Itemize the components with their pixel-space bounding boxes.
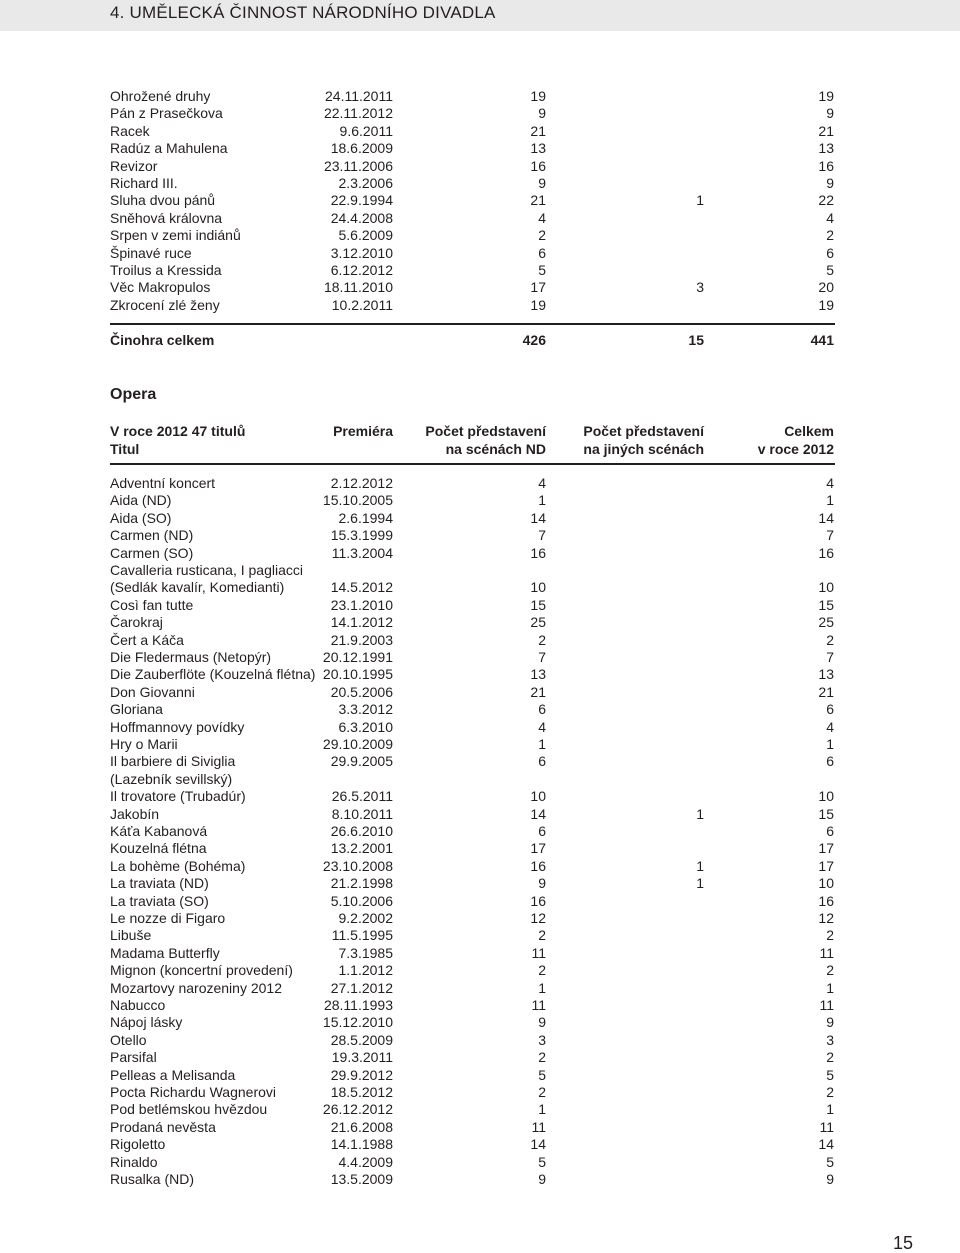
table-row (0, 227, 960, 244)
table-row (0, 806, 960, 823)
table-row (0, 88, 960, 105)
row-title: Káťa Kabanová (110, 823, 208, 839)
row-date: 14.1.1988 (330, 1136, 393, 1153)
row-date: 14.5.2012 (330, 579, 393, 596)
drama-summary-label: Činohra celkem (110, 332, 215, 348)
row-title: Revizor (110, 157, 158, 174)
table-row (0, 632, 960, 649)
row-total: 25 (818, 614, 834, 631)
row-total: 11 (819, 944, 834, 961)
table-row (0, 175, 960, 192)
row-nd-count: 7 (538, 527, 546, 544)
row-nd-count: 17 (530, 840, 546, 857)
opera-header-rule (110, 463, 835, 465)
table-row (0, 105, 960, 122)
table-row (0, 893, 960, 910)
row-date: 1.1.2012 (338, 962, 393, 979)
opera-header-total-line1: Celkem (784, 423, 834, 439)
row-title: Carmen (ND) (110, 527, 194, 544)
row-date: 23.10.2008 (322, 857, 393, 874)
row-date: 29.9.2012 (330, 1066, 393, 1083)
opera-header-other-line1: Počet představení (583, 423, 704, 439)
row-date: 21.9.2003 (330, 631, 393, 648)
table-row (0, 736, 960, 753)
row-date: 23.1.2010 (330, 596, 393, 613)
row-nd-count: 1 (538, 492, 546, 509)
row-title: Čert a Káča (110, 631, 184, 648)
row-date: 22.9.1994 (330, 192, 393, 209)
table-row (0, 1014, 960, 1031)
row-title: Sněhová královna (110, 209, 223, 226)
row-nd-count: 10 (530, 579, 546, 596)
row-total: 2 (826, 631, 834, 648)
opera-header-nd-line1: Počet představení (425, 423, 546, 439)
table-row (0, 1171, 960, 1188)
row-total: 2 (826, 1049, 834, 1066)
row-date: 7.3.1985 (338, 944, 393, 961)
row-date: 15.10.2005 (322, 492, 393, 509)
row-title: Gloriana (110, 701, 163, 718)
row-date: 28.5.2009 (330, 1031, 393, 1048)
row-nd-count: 5 (538, 262, 546, 278)
table-row (0, 192, 960, 209)
row-date: 22.11.2012 (323, 105, 393, 122)
row-other-count: 3 (696, 279, 704, 296)
row-total: 17 (818, 857, 834, 874)
row-title: Zkrocení zlé ženy (110, 296, 220, 313)
row-total: 9 (826, 1171, 834, 1187)
row-nd-count: 14 (530, 805, 546, 822)
row-nd-count: 6 (538, 244, 546, 261)
row-title: Parsifal (110, 1049, 157, 1066)
row-other-count: 1 (696, 805, 704, 822)
row-date: 26.5.2011 (331, 788, 393, 805)
row-nd-count: 1 (538, 1101, 546, 1118)
table-row (0, 262, 960, 279)
row-nd-count: 14 (530, 1136, 546, 1153)
table-row (0, 597, 960, 614)
row-nd-count: 16 (530, 544, 546, 561)
row-total: 6 (826, 701, 834, 718)
row-total: 11 (819, 1118, 834, 1135)
row-date: 2.3.2006 (338, 175, 393, 191)
row-title: La traviata (SO) (110, 892, 209, 909)
row-total: 16 (818, 157, 834, 174)
row-date: 15.12.2010 (322, 1014, 393, 1031)
table-row (0, 823, 960, 840)
table-row (0, 858, 960, 875)
row-total: 10 (818, 788, 834, 805)
row-title: Die Zauberflöte (Kouzelná flétna) (110, 666, 316, 683)
row-date: 24.4.2008 (330, 209, 393, 226)
row-total: 7 (826, 527, 834, 544)
table-row (0, 123, 960, 140)
row-date: 9.2.2002 (338, 910, 393, 926)
row-title: Čarokraj (110, 614, 163, 631)
table-row (0, 475, 960, 492)
row-title: Mignon (koncertní provedení) (110, 962, 293, 979)
row-nd-count: 16 (530, 157, 546, 174)
row-total: 9 (826, 175, 834, 191)
table-row (0, 649, 960, 666)
row-total: 16 (818, 544, 834, 561)
row-total: 9 (826, 105, 834, 122)
table-row (0, 527, 960, 544)
row-total: 15 (818, 596, 834, 613)
row-title: Otello (110, 1031, 147, 1048)
table-row (0, 1136, 960, 1153)
table-row (0, 492, 960, 509)
row-nd-count: 11 (531, 997, 546, 1013)
row-total: 7 (826, 649, 834, 665)
table-row (0, 997, 960, 1014)
opera-section-title: Opera (110, 386, 157, 403)
row-total: 14 (818, 509, 834, 526)
row-nd-count: 9 (538, 105, 546, 122)
row-date: 13.2.2001 (330, 840, 393, 857)
row-title: Carmen (SO) (110, 544, 194, 561)
drama-summary-nd: 426 (522, 332, 546, 348)
row-title: Il trovatore (Trubadúr) (110, 788, 246, 805)
row-total: 9 (826, 1014, 834, 1031)
row-date: 23.11.2006 (323, 157, 393, 174)
row-nd-count: 1 (538, 979, 546, 996)
row-date: 26.6.2010 (330, 823, 393, 839)
row-date: 20.10.1995 (322, 666, 393, 683)
table-row (0, 719, 960, 736)
row-nd-count: 2 (538, 1049, 546, 1066)
row-nd-count: 6 (538, 823, 546, 839)
row-total: 6 (826, 244, 834, 261)
table-row (0, 158, 960, 175)
row-title: Il barbiere di Siviglia (110, 753, 236, 770)
table-row (0, 962, 960, 979)
row-date: 5.6.2009 (338, 227, 393, 244)
row-nd-count: 16 (530, 857, 546, 874)
drama-summary-other: 15 (688, 332, 704, 348)
row-title: La traviata (ND) (110, 875, 209, 892)
page-number: 15 (893, 1233, 914, 1253)
row-title: Prodaná nevěsta (110, 1118, 216, 1135)
table-row (0, 875, 960, 892)
opera-header-other-line2: na jiných scénách (583, 441, 704, 457)
row-total: 13 (818, 140, 834, 157)
table-row (0, 840, 960, 857)
table-row (0, 614, 960, 631)
row-title: Hry o Marii (110, 736, 178, 752)
row-title: Aida (ND) (110, 492, 172, 509)
row-title: Rigoletto (110, 1136, 166, 1153)
row-date: 28.11.1993 (323, 997, 393, 1013)
row-nd-count: 9 (538, 875, 546, 892)
row-nd-count: 13 (530, 666, 546, 683)
row-title: Cavalleria rusticana, I pagliacci (110, 562, 303, 578)
row-nd-count: 13 (530, 140, 546, 157)
row-title: Ohrožené druhy (110, 88, 211, 104)
row-date: 14.1.2012 (330, 614, 393, 631)
row-nd-count: 2 (538, 227, 546, 244)
table-row (0, 945, 960, 962)
row-total: 2 (826, 962, 834, 979)
row-total: 5 (826, 262, 834, 278)
table-row (0, 1119, 960, 1136)
row-nd-count: 6 (538, 701, 546, 718)
row-total: 16 (818, 892, 834, 909)
table-row (0, 210, 960, 227)
row-total: 6 (826, 753, 834, 770)
row-title: Adventní koncert (110, 475, 216, 491)
row-date: 11.3.2004 (331, 544, 393, 561)
row-date: 13.5.2009 (330, 1171, 393, 1187)
table-row (0, 980, 960, 997)
row-title: Hoffmannovy povídky (110, 718, 245, 735)
row-title: Rinaldo (110, 1153, 158, 1170)
table-row (0, 297, 960, 314)
row-title: Troilus a Kressida (110, 262, 222, 278)
row-nd-count: 19 (530, 296, 546, 313)
row-nd-count: 25 (530, 614, 546, 631)
row-date: 6.3.2010 (338, 718, 393, 735)
row-total: 17 (818, 840, 834, 857)
row-total: 15 (818, 805, 834, 822)
row-nd-count: 2 (538, 1084, 546, 1100)
row-total: 2 (826, 1084, 834, 1100)
row-nd-count: 2 (538, 927, 546, 944)
row-nd-count: 7 (538, 649, 546, 665)
table-row (0, 1154, 960, 1171)
row-nd-count: 16 (530, 892, 546, 909)
row-date: 29.10.2009 (322, 736, 393, 752)
row-date: 9.6.2011 (339, 122, 393, 139)
table-row (0, 279, 960, 296)
row-total: 5 (826, 1153, 834, 1170)
row-date: 29.9.2005 (330, 753, 393, 770)
row-other-count: 1 (696, 857, 704, 874)
row-nd-count: 4 (538, 475, 546, 491)
row-date: 18.11.2010 (323, 279, 393, 296)
row-nd-count: 14 (530, 509, 546, 526)
row-nd-count: 11 (531, 944, 546, 961)
row-nd-count: 4 (538, 718, 546, 735)
drama-summary-row (0, 332, 960, 349)
row-total: 1 (826, 1101, 834, 1118)
opera-header-count: V roce 2012 47 titulů (110, 423, 246, 439)
row-title: (Lazebník sevillský) (110, 770, 233, 787)
row-date: 20.5.2006 (330, 683, 393, 700)
row-total: 1 (826, 979, 834, 996)
row-date: 2.6.1994 (338, 509, 393, 526)
row-date: 6.12.2012 (330, 262, 393, 278)
row-total: 19 (818, 88, 834, 104)
row-date: 10.2.2011 (331, 296, 393, 313)
row-title: Pán z Prasečkova (110, 105, 223, 122)
row-nd-count: 2 (538, 962, 546, 979)
row-title: Srpen v zemi indiánů (110, 227, 241, 244)
row-date: 15.3.1999 (330, 527, 393, 544)
row-total: 6 (826, 823, 834, 839)
row-nd-count: 4 (538, 209, 546, 226)
row-total: 1 (826, 492, 834, 509)
row-title: Nabucco (110, 997, 166, 1013)
row-date: 8.10.2011 (331, 805, 393, 822)
table-row (0, 753, 960, 770)
row-date: 18.6.2009 (330, 140, 393, 157)
row-nd-count: 5 (538, 1153, 546, 1170)
row-title: Rusalka (ND) (110, 1171, 195, 1187)
table-row (0, 140, 960, 157)
row-title: Sluha dvou pánů (110, 192, 216, 209)
table-row (0, 1067, 960, 1084)
row-title: Mozartovy narozeniny 2012 (110, 979, 282, 996)
row-nd-count: 10 (530, 788, 546, 805)
row-total: 10 (818, 875, 834, 892)
table-row (0, 1032, 960, 1049)
row-nd-count: 9 (538, 175, 546, 191)
row-nd-count: 17 (530, 279, 546, 296)
opera-header-nd-line2: na scénách ND (445, 441, 546, 457)
row-title: Jakobín (110, 805, 160, 822)
section-title: 4. UMĚLECKÁ ČINNOST NÁRODNÍHO DIVADLA (110, 3, 496, 22)
row-title: Nápoj lásky (110, 1014, 183, 1031)
row-total: 4 (826, 475, 834, 491)
opera-header-total-line2: v roce 2012 (757, 441, 834, 457)
row-nd-count: 9 (538, 1014, 546, 1031)
row-other-count: 1 (696, 192, 704, 209)
row-title: Pod betlémskou hvězdou (110, 1101, 268, 1118)
row-total: 11 (819, 997, 834, 1013)
opera-header-title: Titul (110, 441, 140, 457)
row-title: Don Giovanni (110, 683, 195, 700)
row-nd-count: 21 (530, 683, 546, 700)
section-header-band (0, 0, 960, 31)
table-row (0, 1049, 960, 1066)
row-date: 3.12.2010 (330, 244, 393, 261)
row-date: 21.6.2008 (330, 1118, 393, 1135)
row-title: Věc Makropulos (110, 279, 211, 296)
row-title: Libuše (110, 927, 152, 944)
row-date: 20.12.1991 (322, 649, 393, 665)
row-title: Le nozze di Figaro (110, 910, 226, 926)
row-date: 19.3.2011 (331, 1049, 393, 1066)
row-total: 5 (826, 1066, 834, 1083)
row-total: 20 (818, 279, 834, 296)
table-row (0, 788, 960, 805)
row-title: (Sedlák kavalír, Komedianti) (110, 579, 285, 596)
row-title: Špinavé ruce (110, 244, 192, 261)
row-total: 12 (818, 910, 834, 926)
row-title: Racek (110, 122, 150, 139)
drama-summary-rule (110, 323, 835, 325)
row-title: Die Fledermaus (Netopýr) (110, 649, 272, 665)
row-title: Così fan tutte (110, 596, 194, 613)
table-row (0, 910, 960, 927)
table-row (0, 562, 960, 579)
table-row (0, 927, 960, 944)
row-nd-count: 6 (538, 753, 546, 770)
row-title: La bohème (Bohéma) (110, 857, 246, 874)
row-nd-count: 2 (538, 631, 546, 648)
row-total: 1 (826, 736, 834, 752)
table-row (0, 1101, 960, 1118)
row-date: 26.12.2012 (322, 1101, 393, 1118)
row-other-count: 1 (696, 875, 704, 892)
row-title: Pocta Richardu Wagnerovi (110, 1084, 277, 1100)
row-total: 14 (818, 1136, 834, 1153)
table-row (0, 579, 960, 596)
table-row (0, 771, 960, 788)
row-title: Richard III. (110, 175, 178, 191)
row-date: 2.12.2012 (330, 475, 393, 491)
row-date: 3.3.2012 (338, 701, 393, 718)
table-row (0, 684, 960, 701)
row-total: 21 (818, 122, 834, 139)
row-title: Madama Butterfly (110, 944, 220, 961)
row-nd-count: 21 (530, 192, 546, 209)
row-nd-count: 21 (530, 122, 546, 139)
table-row (0, 1084, 960, 1101)
row-total: 2 (826, 227, 834, 244)
row-nd-count: 9 (538, 1171, 546, 1187)
row-date: 11.5.1995 (331, 927, 393, 944)
opera-header-premiere: Premiéra (333, 423, 393, 439)
table-row (0, 701, 960, 718)
row-total: 22 (818, 192, 834, 209)
row-total: 10 (818, 579, 834, 596)
row-total: 13 (818, 666, 834, 683)
table-row (0, 245, 960, 262)
row-title: Radúz a Mahulena (110, 140, 228, 157)
row-nd-count: 1 (538, 736, 546, 752)
drama-summary-total: 441 (810, 332, 834, 348)
table-row (0, 666, 960, 683)
row-total: 19 (818, 296, 834, 313)
row-total: 21 (818, 683, 834, 700)
row-date: 21.2.1998 (330, 875, 393, 892)
row-date: 18.5.2012 (330, 1084, 393, 1100)
row-total: 2 (826, 927, 834, 944)
row-title: Aida (SO) (110, 509, 172, 526)
row-date: 27.1.2012 (330, 979, 393, 996)
row-date: 4.4.2009 (338, 1153, 393, 1170)
table-row (0, 545, 960, 562)
row-nd-count: 12 (530, 910, 546, 926)
row-nd-count: 5 (538, 1066, 546, 1083)
row-total: 4 (826, 209, 834, 226)
table-row (0, 510, 960, 527)
row-total: 4 (826, 718, 834, 735)
row-nd-count: 19 (530, 88, 546, 104)
row-title: Kouzelná flétna (110, 840, 207, 857)
row-date: 24.11.2011 (325, 88, 393, 104)
row-nd-count: 11 (531, 1118, 546, 1135)
row-title: Pelleas a Melisanda (110, 1066, 236, 1083)
row-nd-count: 15 (530, 596, 546, 613)
row-date: 5.10.2006 (330, 892, 393, 909)
row-nd-count: 3 (538, 1031, 546, 1048)
row-total: 3 (826, 1031, 834, 1048)
